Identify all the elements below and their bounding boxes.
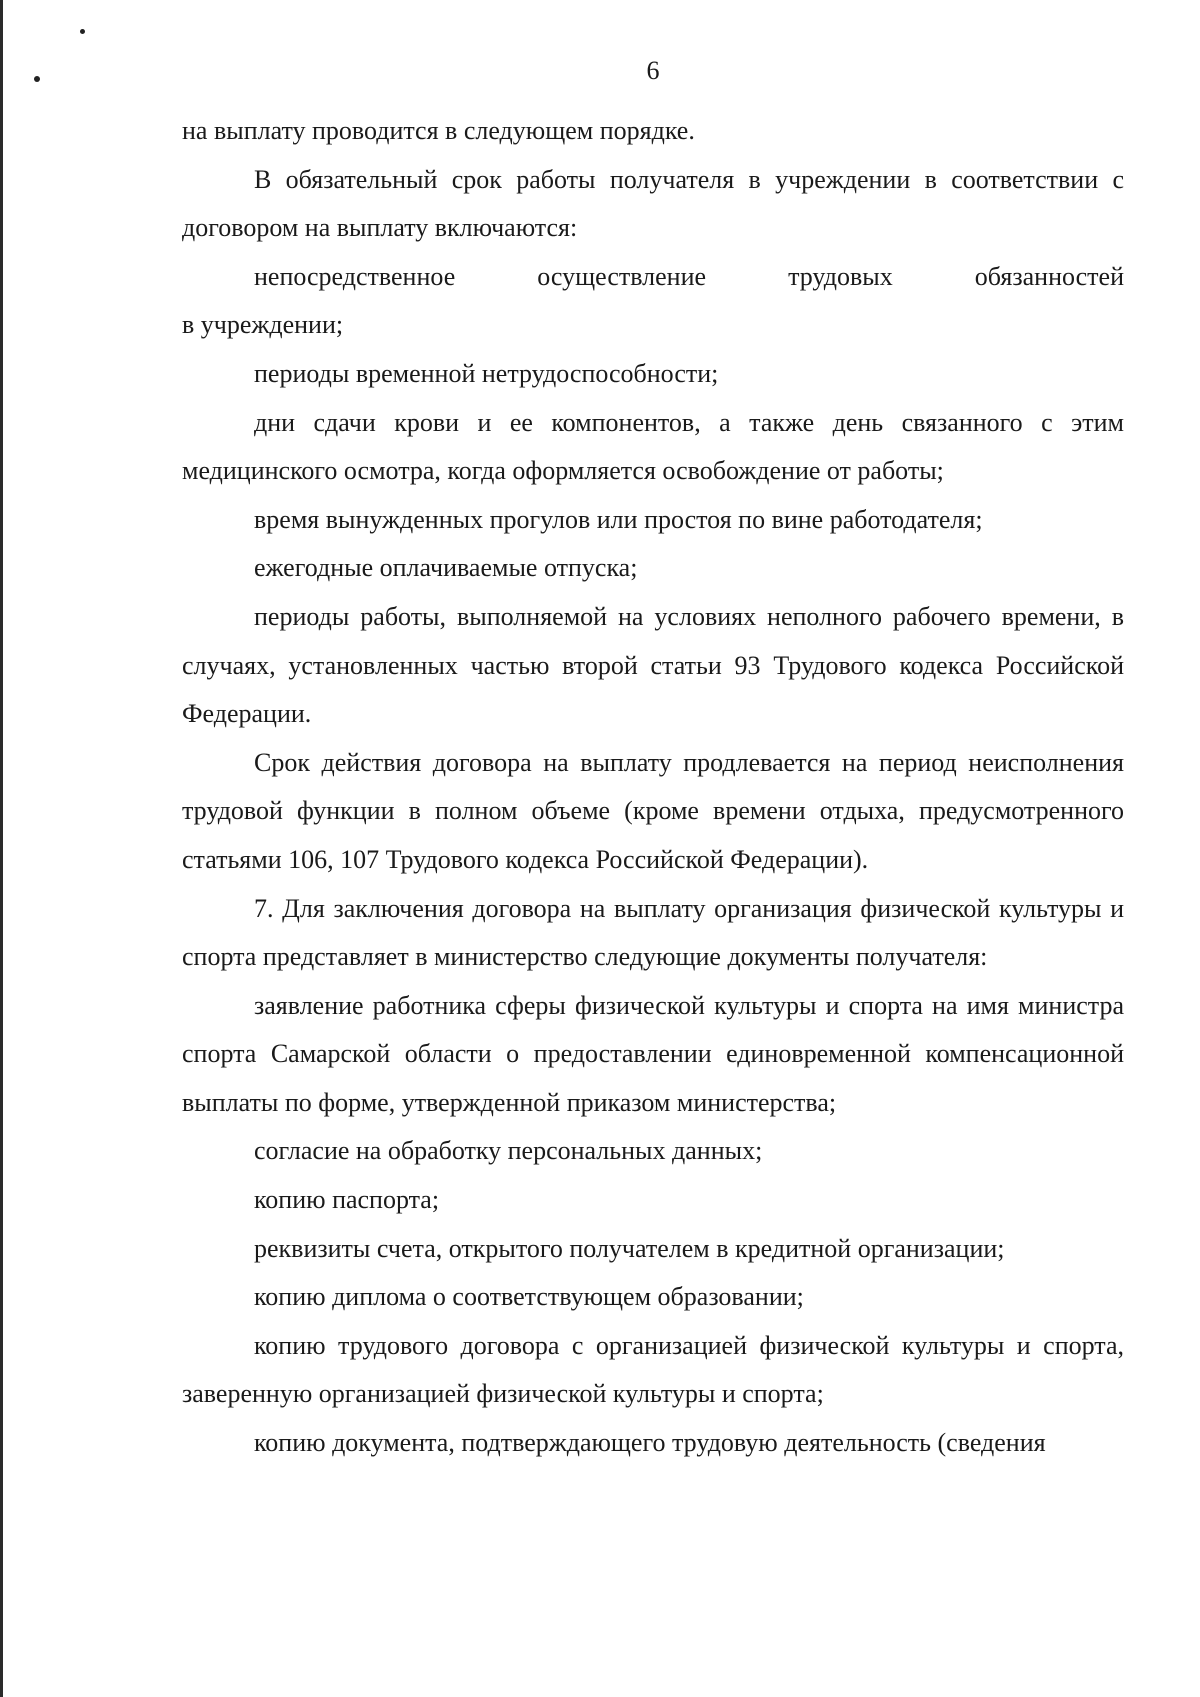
paragraph: дни сдачи крови и ее компонентов, а также день связанного с этим медицинского осмотра, когда оформляется освобождение от работы; [182, 407, 1124, 486]
paragraph: Срок действия договора на выплату продлевается на период неисполнения трудовой функции в полном объеме (кроме времени отдыха, предусмотренного статьями 106, 107 Трудового кодекса Российской Федерации). [182, 747, 1124, 874]
paragraph: реквизиты счета, открытого получателем в кредитной организации; [254, 1233, 1005, 1263]
scan-edge-line [0, 0, 3, 1697]
paragraph: в учреждении; [182, 310, 344, 340]
paragraph: периоды работы, выполняемой на условиях неполного рабочего времени, в случаях, установленных частью второй статьи 93 Трудового кодекса Российской Федерации. [182, 601, 1124, 729]
document-body [182, 107, 1124, 1468]
paragraph: непосредственное осуществление трудовых обязанностей [254, 261, 1124, 291]
paragraph: заявление работника сферы физической культуры и спорта на имя министра спорта Самарской области о предоставлении единовременной компенсационной выплаты по форме, утвержденной приказом министерства; [182, 990, 1124, 1117]
scan-speck [80, 29, 85, 34]
paragraph: копию диплома о соответствующем образовании; [254, 1282, 804, 1312]
page-number: 6 [646, 56, 660, 85]
paragraph: копию трудового договора с организацией физической культуры и спорта, заверенную организацией физической культуры и спорта; [182, 1330, 1124, 1409]
paragraph: 7. Для заключения договора на выплату организация физической культуры и спорта представляет в министерство следующие документы получателя: [182, 893, 1124, 972]
paragraph: время вынужденных прогулов или простоя по вине работодателя; [254, 504, 983, 534]
paragraph: ежегодные оплачиваемые отпуска; [254, 553, 638, 583]
paragraph: на выплату проводится в следующем порядке. [182, 116, 695, 145]
paragraph: согласие на обработку персональных данных; [254, 1136, 763, 1166]
paragraph: копию паспорта; [254, 1185, 440, 1215]
paragraph: периоды временной нетрудоспособности; [254, 358, 719, 388]
paragraph: В обязательный срок работы получателя в учреждении в соответствии с договором на выплату включаются: [182, 164, 1124, 243]
paragraph: копию документа, подтверждающего трудовую деятельность (сведения [254, 1428, 1046, 1458]
